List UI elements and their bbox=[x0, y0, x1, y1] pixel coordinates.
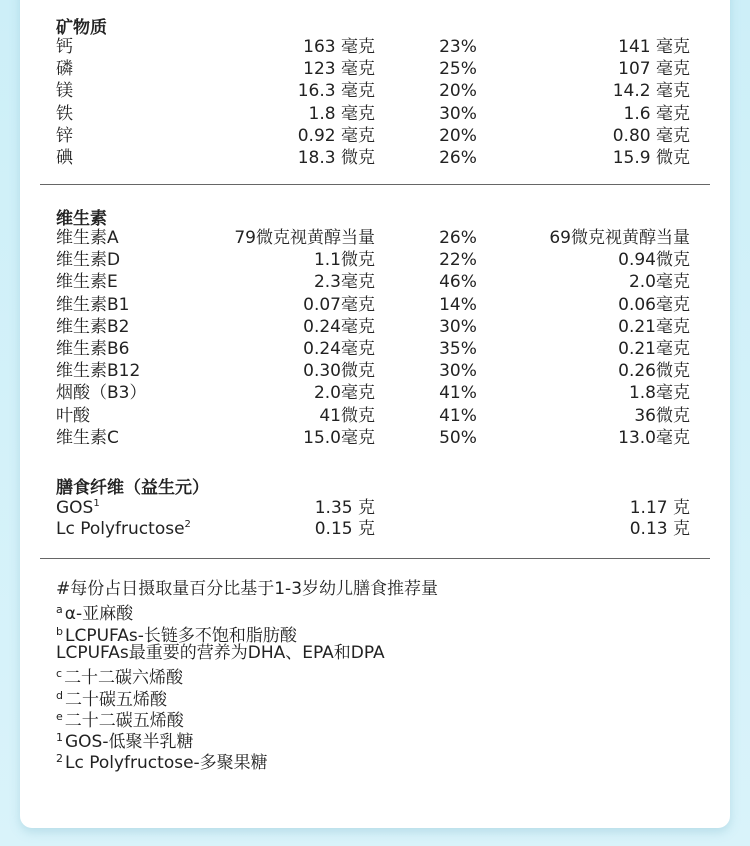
nutrient-name: 钙 bbox=[56, 37, 73, 57]
per-serving-value: 163 毫克 bbox=[303, 37, 375, 57]
per-serving-value: 0.30微克 bbox=[303, 361, 375, 382]
nutrient-name: 维生素E bbox=[56, 272, 118, 293]
table-row bbox=[20, 382, 730, 404]
daily-percent-value: 20% bbox=[439, 125, 477, 146]
table-row bbox=[20, 147, 730, 169]
footnote-item bbox=[56, 642, 385, 664]
table-row bbox=[20, 427, 730, 449]
nutrient-name: 锌 bbox=[56, 125, 73, 146]
per-serving-value: 0.15 克 bbox=[314, 519, 375, 539]
daily-percent-value: 25% bbox=[439, 59, 477, 80]
footnote-text: Lc Polyfructose-多聚果糖 bbox=[65, 753, 268, 774]
nutrient-name: 维生素D bbox=[56, 250, 121, 271]
table-row bbox=[20, 103, 730, 125]
per-100g-value: 15.9 微克 bbox=[612, 148, 690, 168]
nutrient-name: 维生素B6 bbox=[56, 339, 130, 359]
per-serving-value: 2.0毫克 bbox=[313, 383, 375, 404]
nutrient-name: 烟酸（B3） bbox=[56, 383, 147, 404]
footnote-item bbox=[56, 748, 268, 774]
nutrient-name: 碘 bbox=[56, 148, 73, 168]
nutrient-name: 维生素B12 bbox=[56, 361, 141, 382]
per-serving-value: 16.3 毫克 bbox=[297, 81, 375, 102]
footnote-mark: 2 bbox=[56, 752, 63, 766]
footnote-text: 二十二碳五烯酸 bbox=[64, 710, 184, 731]
per-serving-value: 123 毫克 bbox=[303, 59, 375, 80]
table-row bbox=[20, 497, 730, 519]
footnote-mark: a bbox=[56, 603, 63, 617]
per-100g-value: 0.06毫克 bbox=[618, 294, 690, 315]
fiber-title: 膳食纤维（益生元） bbox=[56, 478, 209, 498]
per-100g-value: 0.13 克 bbox=[629, 519, 690, 539]
daily-percent-value: 22% bbox=[439, 250, 477, 271]
footnote-mark: 2 bbox=[184, 519, 191, 530]
footnote-mark: b bbox=[56, 624, 63, 638]
table-row bbox=[20, 227, 730, 249]
footnote-text: LCPUFAs-长链多不饱和脂肪酸 bbox=[64, 625, 297, 646]
footnote-mark: 1 bbox=[93, 498, 100, 509]
nutrient-name: 叶酸 bbox=[56, 405, 90, 426]
per-100g-value: 1.6 毫克 bbox=[623, 103, 690, 124]
per-serving-value: 1.35 克 bbox=[314, 498, 375, 518]
per-100g-value: 141 毫克 bbox=[618, 37, 690, 57]
nutrition-card bbox=[20, 0, 730, 828]
footnote-item bbox=[56, 578, 438, 600]
footnote-text: GOS-低聚半乳糖 bbox=[65, 732, 194, 753]
table-row bbox=[20, 360, 730, 382]
per-serving-value: 1.8 毫克 bbox=[308, 103, 375, 124]
table-row bbox=[20, 36, 730, 58]
nutrient-name: GOS$^1$ bbox=[56, 498, 100, 518]
footnote-mark: d bbox=[56, 688, 63, 702]
daily-percent-value: 20% bbox=[439, 81, 477, 102]
footnote-mark: e bbox=[56, 709, 63, 723]
daily-percent-value: 26% bbox=[439, 228, 477, 248]
nutrient-name: 镁 bbox=[56, 81, 73, 102]
minerals-title: 矿物质 bbox=[56, 18, 107, 38]
per-serving-value: 0.07毫克 bbox=[303, 294, 375, 315]
table-row bbox=[20, 271, 730, 293]
table-row bbox=[20, 405, 730, 427]
per-100g-value: 0.94微克 bbox=[618, 250, 690, 271]
per-serving-value: 79微克视黄醇当量 bbox=[234, 228, 375, 248]
per-serving-value: 1.1微克 bbox=[313, 250, 375, 271]
nutrient-name: 磷 bbox=[56, 59, 73, 80]
nutrient-name: 维生素C bbox=[56, 427, 119, 448]
divider bbox=[40, 558, 710, 559]
daily-percent-value: 50% bbox=[439, 427, 477, 448]
per-100g-value: 2.0毫克 bbox=[628, 272, 690, 293]
table-row bbox=[20, 316, 730, 338]
per-serving-value: 0.92 毫克 bbox=[297, 125, 375, 146]
footnote-text: LCPUFAs最重要的营养为DHA、EPA和DPA bbox=[56, 642, 385, 663]
per-100g-value: 36微克 bbox=[634, 405, 690, 426]
vitamins-title: 维生素 bbox=[56, 209, 107, 229]
per-100g-value: 14.2 毫克 bbox=[612, 81, 690, 102]
per-serving-value: 18.3 微克 bbox=[297, 148, 375, 168]
table-row bbox=[20, 58, 730, 80]
nutrient-name: 维生素B2 bbox=[56, 316, 130, 337]
per-100g-value: 69微克视黄醇当量 bbox=[549, 228, 690, 248]
daily-percent-value: 41% bbox=[439, 405, 477, 426]
footnote-text: #每份占日摄取量百分比基于1-3岁幼儿膳食推荐量 bbox=[56, 579, 439, 599]
daily-percent-value: 30% bbox=[439, 103, 477, 124]
footnote-text: 二十碳五烯酸 bbox=[64, 689, 167, 710]
daily-percent-value: 30% bbox=[439, 316, 477, 337]
daily-percent-value: 41% bbox=[439, 383, 477, 404]
table-row bbox=[20, 294, 730, 316]
per-100g-value: 107 毫克 bbox=[618, 59, 690, 80]
footnote-mark: c bbox=[56, 667, 63, 681]
daily-percent-value: 23% bbox=[439, 37, 477, 57]
per-100g-value: 0.26微克 bbox=[618, 361, 690, 382]
per-100g-value: 0.21毫克 bbox=[618, 339, 690, 359]
per-100g-value: 13.0毫克 bbox=[618, 427, 690, 448]
per-serving-value: 2.3毫克 bbox=[313, 272, 375, 293]
per-serving-value: 0.24毫克 bbox=[303, 316, 375, 337]
per-100g-value: 0.21毫克 bbox=[618, 316, 690, 337]
daily-percent-value: 14% bbox=[439, 294, 477, 315]
daily-percent-value: 35% bbox=[439, 339, 477, 359]
per-100g-value: 1.17 克 bbox=[629, 498, 690, 518]
per-100g-value: 0.80 毫克 bbox=[612, 125, 690, 146]
per-serving-value: 15.0毫克 bbox=[303, 427, 375, 448]
nutrient-name: 维生素A bbox=[56, 228, 119, 248]
table-row bbox=[20, 518, 730, 540]
per-serving-value: 0.24毫克 bbox=[303, 339, 375, 359]
nutrient-name: 维生素B1 bbox=[56, 294, 130, 315]
nutrient-name: Lc Polyfructose$^2$ bbox=[56, 519, 191, 539]
footnote-mark: 1 bbox=[56, 731, 63, 745]
table-row bbox=[20, 249, 730, 271]
nutrient-name: 铁 bbox=[56, 103, 73, 124]
daily-percent-value: 26% bbox=[439, 148, 477, 168]
daily-percent-value: 46% bbox=[439, 272, 477, 293]
per-100g-value: 1.8毫克 bbox=[628, 383, 690, 404]
footnote-text: α-亚麻酸 bbox=[64, 604, 134, 625]
daily-percent-value: 30% bbox=[439, 361, 477, 382]
table-row bbox=[20, 80, 730, 102]
divider bbox=[40, 184, 710, 185]
footnote-text: 二十二碳六烯酸 bbox=[64, 668, 184, 689]
table-row bbox=[20, 125, 730, 147]
per-serving-value: 41微克 bbox=[319, 405, 375, 426]
table-row bbox=[20, 338, 730, 360]
